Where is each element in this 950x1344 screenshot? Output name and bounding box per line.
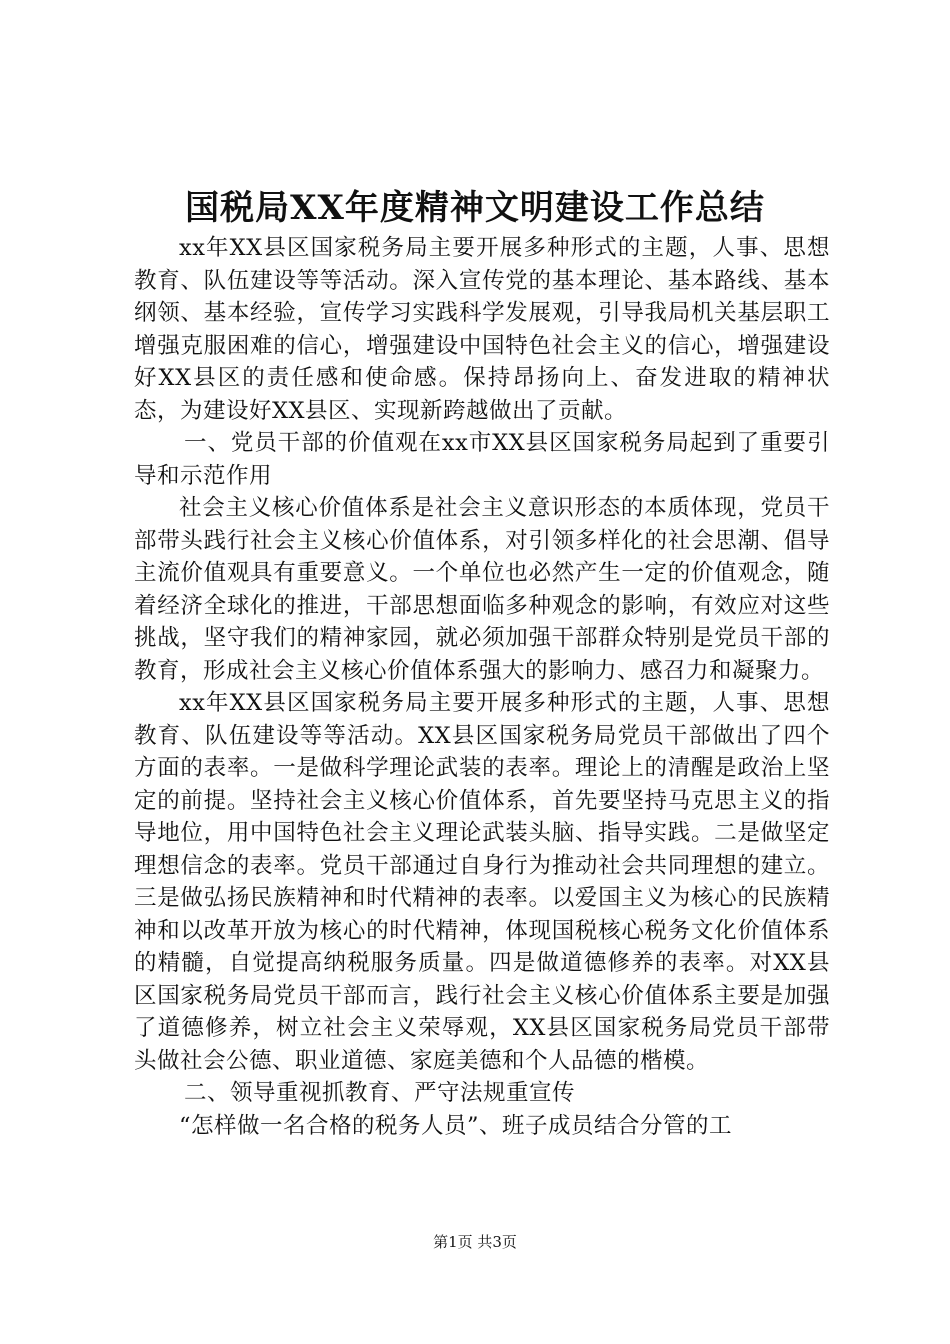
paragraph-intro: xx年XX县区国家税务局主要开展多种形式的主题，人事、思想教育、队伍建设等等活动。深入宣传党的基本理论、基本路线、基本纲领、基本经验，宣传学习实践科学发展观，引导我局机关基层职工增强克服困难的信心，增强建设中国特色社会主义的信心，增强建设好XX县区的责任感和使命感。保持昂扬向上、奋发进取的精神状态，为建设好XX县区、实现新跨越做出了贡献。 xyxy=(134,235,830,424)
paragraph-qualified-staff: “怎样做一名合格的税务人员”、班子成员结合分管的工 xyxy=(179,1112,733,1139)
section-heading-2: 二、领导重视抓教育、严守法规重宣传 xyxy=(184,1080,576,1106)
document-body xyxy=(134,232,830,1142)
section-heading-1: 一、党员干部的价值观在xx市XX县区国家税务局起到了重要引导和示范作用 xyxy=(134,430,830,489)
paragraph-core-values: 社会主义核心价值体系是社会主义意识形态的本质体现，党员干部带头践行社会主义核心价值体系，对引领多样化的社会思潮、倡导主流价值观具有重要意义。一个单位也必然产生一定的价值观念，随着经济全球化的推进，干部思想面临多种观念的影响，有效应对这些挑战，坚守我们的精神家园，就必须加强干部群众特别是党员干部的教育，形成社会主义核心价值体系强大的影响力、感召力和凝聚力。 xyxy=(134,495,830,684)
paragraph-four-models: xx年XX县区国家税务局主要开展多种形式的主题，人事、思想教育、队伍建设等等活动。XX县区国家税务局党员干部做出了四个方面的表率。一是做科学理论武装的表率。理论上的清醒是政治上坚定的前提。坚持社会主义核心价值体系，首先要坚持马克思主义的指导地位，用中国特色社会主义理论武装头脑、指导实践。二是做坚定理想信念的表率。党员干部通过自身行为推动社会共同理想的建立。三是做弘扬民族精神和时代精神的表率。以爱国主义为核心的民族精神和以改革开放为核心的时代精神，体现国税核心税务文化价值体系的精髓，自觉提高纳税服务质量。四是做道德修养的表率。对XX县区国家税务局党员干部而言，践行社会主义核心价值体系主要是加强了道德修养，树立社会主义荣辱观，XX县区国家税务局党员干部带头做社会公德、职业道德、家庭美德和个人品德的楷模。 xyxy=(134,690,830,1074)
document-title: 国税局XX年度精神文明建设工作总结 xyxy=(185,188,765,228)
page-number-footer: 第1页 共3页 xyxy=(433,1233,517,1251)
